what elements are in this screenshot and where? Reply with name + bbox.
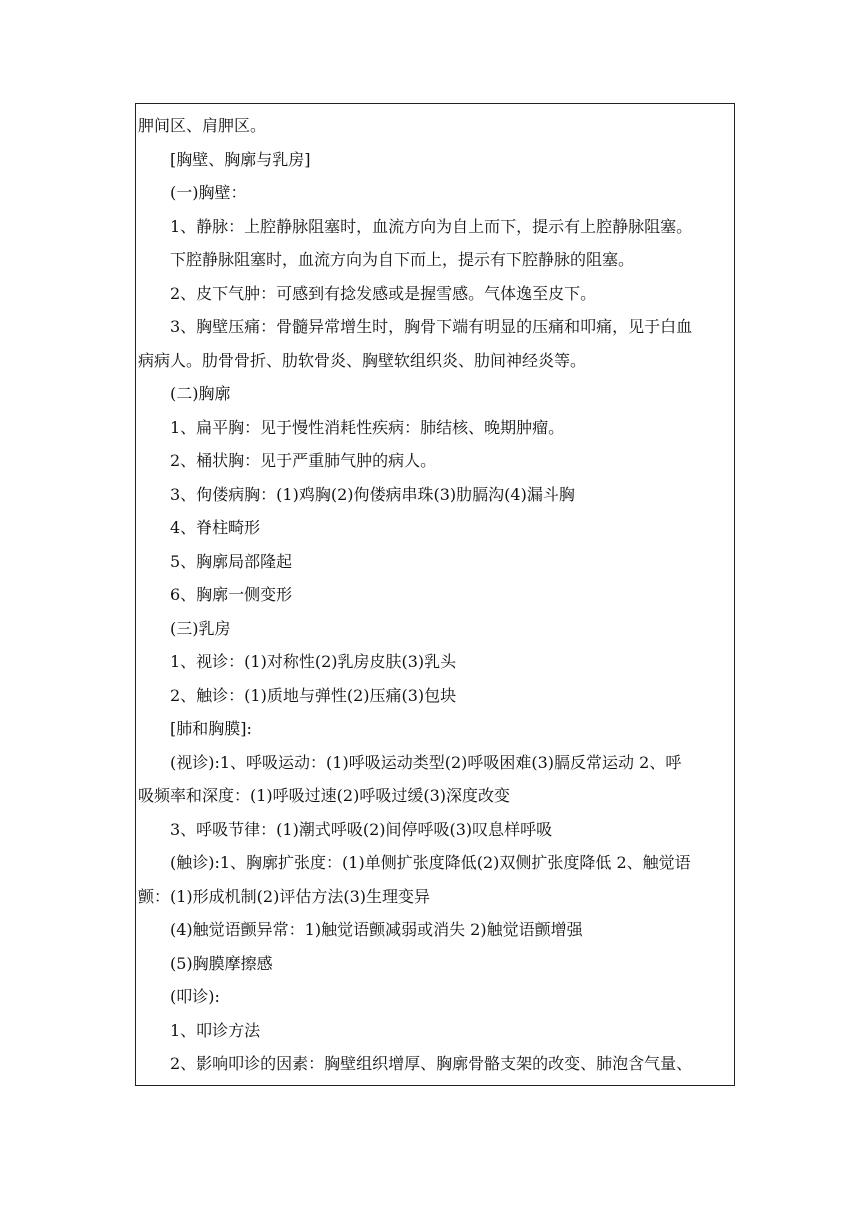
text-line: (视诊):1、呼吸运动：(1)呼吸运动类型(2)呼吸困难(3)膈反常运动 2、呼 bbox=[170, 753, 682, 772]
text-line: 6、胸廓一侧变形 bbox=[170, 585, 293, 604]
text-line: 3、胸壁压痛：骨髓异常增生时，胸骨下端有明显的压痛和叩痛，见于白血 bbox=[170, 317, 693, 336]
text-line: 2、触诊：(1)质地与弹性(2)压痛(3)包块 bbox=[170, 686, 457, 705]
text-line: 1、视诊：(1)对称性(2)乳房皮肤(3)乳头 bbox=[170, 652, 457, 671]
text-line: 2、皮下气肿：可感到有捻发感或是握雪感。气体逸至皮下。 bbox=[170, 284, 597, 303]
text-line: (二)胸廓 bbox=[170, 384, 231, 403]
text-line: 3、呼吸节律：(1)潮式呼吸(2)间停呼吸(3)叹息样呼吸 bbox=[170, 820, 553, 839]
text-line: [肺和胸膜]: bbox=[170, 719, 252, 738]
text-line: 4、脊柱畸形 bbox=[170, 518, 261, 537]
text-line: [胸壁、胸廓与乳房] bbox=[170, 150, 311, 169]
text-line: 3、佝偻病胸：(1)鸡胸(2)佝偻病串珠(3)肋膈沟(4)漏斗胸 bbox=[170, 485, 575, 504]
text-line: (5)胸膜摩擦感 bbox=[170, 954, 273, 973]
text-line: (触诊):1、胸廓扩张度：(1)单侧扩张度降低(2)双侧扩张度降低 2、触觉语 bbox=[170, 853, 691, 872]
text-line: 2、影响叩诊的因素：胸壁组织增厚、胸廓骨骼支架的改变、肺泡含气量、 bbox=[170, 1054, 693, 1073]
text-line: (一)胸壁： bbox=[170, 183, 247, 202]
text-line: (三)乳房 bbox=[170, 619, 231, 638]
text-line: 5、胸廓局部隆起 bbox=[170, 552, 293, 571]
text-line: 胛间区、肩胛区。 bbox=[138, 116, 267, 135]
text-line: 1、静脉：上腔静脉阻塞时，血流方向为自上而下，提示有上腔静脉阻塞。 bbox=[170, 217, 693, 236]
text-line: 病病人。肋骨骨折、肋软骨炎、胸壁软组织炎、肋间神经炎等。 bbox=[138, 351, 587, 370]
text-line: (4)触觉语颤异常：1)触觉语颤减弱或消失 2)触觉语颤增强 bbox=[170, 920, 583, 939]
text-line: 1、扁平胸：见于慢性消耗性疾病：肺结核、晚期肿瘤。 bbox=[170, 418, 565, 437]
text-line: 颤：(1)形成机制(2)评估方法(3)生理变异 bbox=[138, 887, 430, 906]
text-line: (叩诊): bbox=[170, 987, 220, 1006]
text-lines bbox=[136, 104, 735, 1086]
text-frame bbox=[135, 103, 735, 1086]
text-line: 2、桶状胸：见于严重肺气肿的病人。 bbox=[170, 451, 437, 470]
text-line: 吸频率和深度：(1)呼吸过速(2)呼吸过缓(3)深度改变 bbox=[138, 786, 510, 805]
text-line: 下腔静脉阻塞时，血流方向为自下而上，提示有下腔静脉的阻塞。 bbox=[170, 250, 635, 269]
text-line: 1、叩诊方法 bbox=[170, 1021, 261, 1040]
